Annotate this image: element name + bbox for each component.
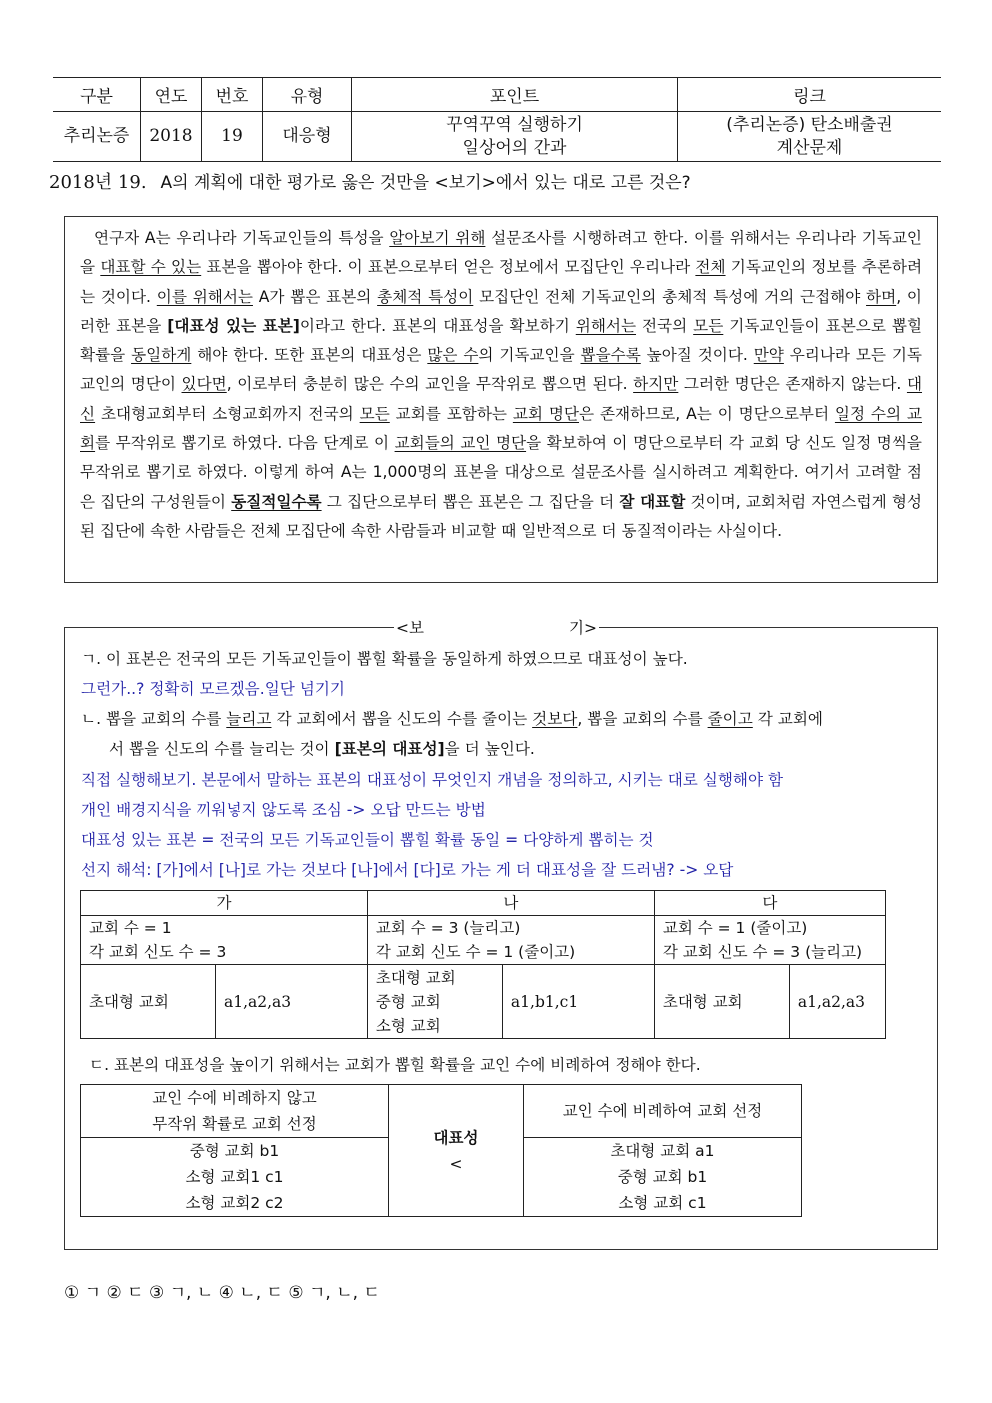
question-text: A의 계획에 대한 평가로 옳은 것만을 <보기>에서 있는 대로 고른 것은? <box>160 173 691 193</box>
passage-underline: 전체 <box>695 258 726 277</box>
cell-point <box>352 112 678 162</box>
passage-text: , 이러한 표본을 <box>80 287 922 335</box>
header-ga: 가 <box>81 891 368 916</box>
passage-text: 설문조사를 시행하려고 한다. 이를 위해서는 우리나라 기독교인을 <box>80 229 922 277</box>
ga-members: a1,a2,a3 <box>216 965 368 1039</box>
passage-text: 의 기독교인을 <box>478 346 581 365</box>
answer-choices: ① ㄱ ② ㄷ ③ ㄱ, ㄴ ④ ㄴ, ㄷ ⑤ ㄱ, ㄴ, ㄷ <box>64 1283 380 1303</box>
passage-underline: 위해서는 <box>575 316 637 335</box>
passage-text: 를 무작위로 뽑기로 하였다. 다음 단계로 이 <box>95 434 395 453</box>
count-ga <box>81 916 368 965</box>
passage-text: 그러한 명단은 존재하지 않는다. <box>678 375 907 394</box>
count-text: 교회 수 = 1 <box>89 919 172 937</box>
link-line-1: (추리논증) 탄소배출권 <box>726 114 893 135</box>
rep-item: 초대형 교회 a1 <box>610 1142 715 1160</box>
rep-header-row <box>81 1085 802 1138</box>
passage-text: 것이며, 교회처럼 자연스럽게 형성된 집단에 속한 사람들은 전체 모집단에 속한 사람들과 비교할 때 일반적으로 더 동질적이라는 사실이다. <box>80 492 922 540</box>
comparison-header-row <box>81 891 886 916</box>
passage-text: 연구자 A는 우리나라 기독교인들의 특성을 <box>94 229 390 247</box>
cell-link[interactable] <box>678 112 942 162</box>
col-point: 포인트 <box>352 78 678 112</box>
passage-text: 표본을 뽑아야 한다. 이 표본으로부터 얻은 정보에서 모집단인 우리나라 <box>201 258 696 277</box>
header-table <box>53 77 941 162</box>
cell-category: 추리논증 <box>63 126 130 146</box>
church-name: 초대형 교회 <box>375 968 456 987</box>
question-number: 2018년 19. <box>49 172 147 193</box>
link-line-2: 계산문제 <box>776 137 843 158</box>
count-text: 교회 수 = 1 (줄이고) <box>662 919 808 937</box>
item-n-line-2 <box>109 737 535 759</box>
passage-text: 을 확보하여 이 명단으로부터 각 교회 당 신도 일정 명씩을 무작위로 뽑기로 하였다. 이렇게 하여 A는 1,000명의 표본을 대상으로 설문조사를 실시하려고 계획한다. 여기서 고려할 점은 집단의 구성원들이 <box>80 434 922 511</box>
rep-middle <box>389 1085 524 1217</box>
da-church: 초대형 교회 <box>654 965 789 1039</box>
col-number: 번호 <box>202 78 263 112</box>
passage-underline: 이를 위해서는 <box>156 287 253 306</box>
col-link: 링크 <box>678 78 942 112</box>
passage-bold: [대표성 있는 표본] <box>167 316 300 335</box>
note-n-2: 개인 배경지식을 끼워넣지 않도록 조심 -> 오답 만드는 방법 <box>81 801 486 819</box>
rep-left-header <box>81 1085 389 1138</box>
point-line-1: 꾸역꾸역 실행하기 <box>446 114 583 135</box>
item-n-underline: 줄이고 <box>707 710 753 728</box>
passage-text: A가 뽑은 표본의 <box>252 287 378 306</box>
passage-bold: 잘 대표할 <box>619 492 686 511</box>
item-n-text: 을 더 높인다. <box>444 740 535 758</box>
item-n-underline: 것보다 <box>532 710 578 728</box>
passage-underline: 하지만 <box>633 375 679 394</box>
item-n-line-1 <box>81 707 823 729</box>
passage-text: 모집단인 전체 기독교인의 총체적 특성에 거의 근접해야 <box>473 287 867 306</box>
rep-item: 중형 교회 b1 <box>189 1142 280 1160</box>
note-n-1: 직접 실행해보기. 본문에서 말하는 표본의 대표성이 무엇인지 개념을 정의하고, 시키는 대로 실행해야 함 <box>81 771 784 789</box>
item-n-text: 서 뽑을 신도의 수를 늘리는 것이 <box>109 740 335 758</box>
item-n-text: 각 교회에 <box>752 710 823 728</box>
passage-underline: 모든 <box>359 404 390 423</box>
passage-underline: 대표할 수 있는 <box>100 258 202 277</box>
item-n-text: , 뽑을 교회의 수를 <box>577 710 708 728</box>
col-year: 연도 <box>141 78 202 112</box>
rep-item: 중형 교회 b1 <box>617 1168 708 1186</box>
church-name: 중형 교회 <box>375 992 441 1011</box>
count-text: 각 교회 신도 수 = 3 (늘리고) <box>662 943 863 961</box>
question-line <box>49 168 691 194</box>
item-g: ㄱ. 이 표본은 전국의 모든 기독교인들이 뽑힐 확률을 동일하게 하였으므로 대표성이 높다. <box>81 650 688 668</box>
note-n-3: 대표성 있는 표본 = 전국의 모든 기독교인들이 뽑힐 확률 동일 = 다양하게 뽑히는 것 <box>81 831 654 849</box>
passage-bold-underline: 동질적일수록 <box>231 492 322 511</box>
ga-church: 초대형 교회 <box>81 965 216 1039</box>
count-text: 교회 수 = 3 (늘리고) <box>375 919 521 937</box>
item-n-text: 각 교회에서 뽑을 신도의 수를 줄이는 <box>271 710 533 728</box>
passage-underline: 동일하게 <box>131 346 192 365</box>
representativeness-table <box>80 1084 802 1217</box>
passage-underline: 교회들의 교인 명단 <box>394 434 527 453</box>
rep-left-header-line: 교인 수에 비례하지 않고 <box>152 1089 317 1107</box>
count-text: 각 교회 신도 수 = 1 (줄이고) <box>375 943 576 961</box>
passage-text: 초대형교회부터 소형교회까지 전국의 <box>95 404 360 423</box>
rep-right-header: 교인 수에 비례하여 교회 선정 <box>524 1085 802 1138</box>
note-n-4: 선지 해석: [가]에서 [나]로 가는 것보다 [나]에서 [다]로 가는 게 더 대표성을 잘 드러냄? -> 오답 <box>81 861 734 879</box>
rep-middle-label: 대표성 <box>433 1128 479 1147</box>
cell-type: 대응형 <box>263 112 352 162</box>
passage-underline: 많은 수 <box>427 346 479 365</box>
bogi-title-right: 기> <box>569 619 597 637</box>
da-members: a1,a2,a3 <box>789 965 885 1039</box>
comparison-count-row <box>81 916 886 965</box>
passage-underline: 알아보기 위해 <box>389 229 486 247</box>
passage-underline: 있다면 <box>181 375 227 394</box>
passage-text: 은 존재하므로, A는 이 명단으로부터 <box>579 404 835 423</box>
header-da: 다 <box>654 891 885 916</box>
rep-left-header-line: 무작위 확률로 교회 선정 <box>152 1115 317 1133</box>
count-text: 각 교회 신도 수 = 3 <box>89 943 227 961</box>
cell-year: 2018 <box>141 112 202 162</box>
rep-item: 소형 교회2 c2 <box>185 1194 284 1212</box>
rep-right-items <box>524 1138 802 1217</box>
passage-underline: 교회 명단 <box>512 404 579 423</box>
na-members: a1,b1,c1 <box>502 965 654 1039</box>
passage-text: 기독교인들이 표본으로 뽑힐 확률을 <box>80 316 923 365</box>
bogi-box <box>64 628 938 1250</box>
item-n-underline: 늘리고 <box>226 710 272 728</box>
passage-text: 이라고 한다. 표본의 대표성을 확보하기 <box>299 316 576 335</box>
passage-underline: 하며 <box>866 287 897 306</box>
header-na: 나 <box>367 891 654 916</box>
header-data-row <box>53 112 941 162</box>
comparison-table <box>80 890 886 1039</box>
col-category: 구분 <box>80 87 113 107</box>
header-row <box>53 78 941 112</box>
passage-text: 전국의 <box>636 316 694 335</box>
item-d: ㄷ. 표본의 대표성을 높이기 위해서는 교회가 뽑힐 확률을 교인 수에 비례하여 정해야 한다. <box>89 1056 701 1074</box>
point-line-2: 일상어의 간과 <box>462 137 567 158</box>
passage-underline: 뽑을수록 <box>580 346 641 365</box>
na-churches <box>367 965 502 1039</box>
rep-middle-symbol: < <box>449 1154 463 1173</box>
passage-text: 그 집단으로부터 뽑은 표본은 그 집단을 더 <box>321 492 620 511</box>
passage-box <box>64 216 938 583</box>
comparison-member-row <box>81 965 886 1039</box>
passage-text: , 이로부터 충분히 많은 수의 교인을 무작위로 뽑으면 된다. <box>226 375 634 394</box>
passage-underline: 대신 <box>80 375 923 423</box>
count-na <box>367 916 654 965</box>
cell-number: 19 <box>202 112 263 162</box>
passage-underline: 일정 수의 교회 <box>80 404 922 453</box>
col-type: 유형 <box>263 78 352 112</box>
passage-text: 해야 한다. 또한 표본의 대표성은 <box>191 346 428 365</box>
item-n-bold: [표본의 대표성] <box>334 740 445 758</box>
bogi-title-left: <보 <box>396 619 424 637</box>
church-name: 소형 교회 <box>375 1016 441 1035</box>
count-da <box>654 916 885 965</box>
item-n-text: ㄴ. 뽑을 교회의 수를 <box>81 710 227 728</box>
rep-left-items <box>81 1138 389 1217</box>
passage-text: 기독교인의 정보를 추론하려는 것이다. <box>80 258 923 306</box>
passage-underline: 만약 <box>753 346 784 365</box>
rep-item: 소형 교회1 c1 <box>185 1168 284 1186</box>
passage-underline: 총체적 특성이 <box>377 287 474 306</box>
passage-text: 우리나라 모든 기독교인의 명단이 <box>80 346 922 394</box>
passage-text: 교회를 포함하는 <box>389 404 513 423</box>
passage-underline: 모든 <box>693 316 724 335</box>
rep-item: 소형 교회 c1 <box>618 1194 707 1212</box>
note-g: 그런가..? 정확히 모르겠음.일단 넘기기 <box>81 680 345 698</box>
passage-text: 높아질 것이다. <box>640 346 754 365</box>
